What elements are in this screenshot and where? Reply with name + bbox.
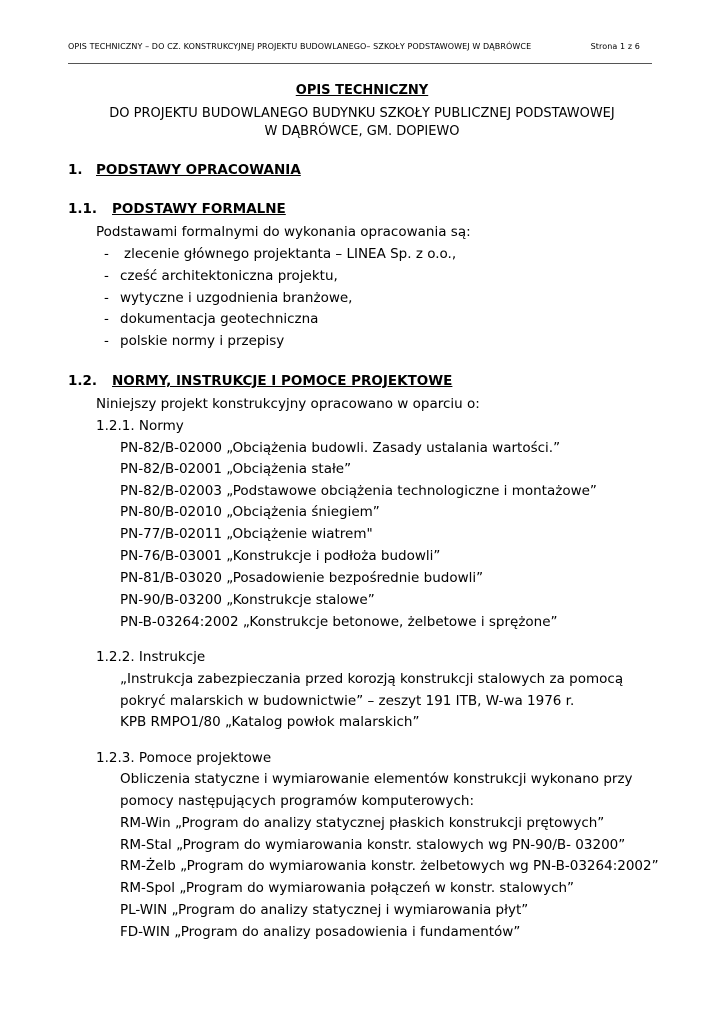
section-1-title: PODSTAWY OPRACOWANIA bbox=[96, 162, 301, 178]
design-aid-item: RM-Win „Program do analizy statycznej płaskich konstrukcji prętowych” bbox=[120, 815, 605, 831]
bullet-dash: - bbox=[104, 290, 109, 306]
norm-item: PN-82/B-02000 „Obciążenia budowli. Zasady ustalania wartości.” bbox=[120, 440, 561, 456]
bullet-dash: - bbox=[104, 246, 109, 262]
instruction-item: pokryć malarskich w budownictwie” – zeszyt 191 ITB, W-wa 1976 r. bbox=[120, 693, 575, 709]
list-item: cześć architektoniczna projektu, bbox=[120, 268, 338, 284]
document-subtitle-line-1: DO PROJEKTU BUDOWLANEGO BUDYNKU SZKOŁY PUBLICZNEJ PODSTAWOWEJ bbox=[109, 106, 615, 121]
norm-item: PN-77/B-02011 „Obciążenie wiatrem" bbox=[120, 526, 373, 542]
page-number: Strona 1 z 6 bbox=[590, 42, 640, 51]
norm-item: PN-82/B-02003 „Podstawowe obciążenia technologiczne i montażowe” bbox=[120, 483, 597, 499]
list-item: zlecenie głównego projektanta – LINEA Sp. z o.o., bbox=[124, 246, 457, 262]
section-1-2-title: NORMY, INSTRUKCJE I POMOCE PROJEKTOWE bbox=[112, 373, 453, 389]
section-1-2-intro: Niniejszy projekt konstrukcyjny opracowano w oparciu o: bbox=[96, 396, 480, 412]
design-aid-item: PL-WIN „Program do analizy statycznej i wymiarowania płyt” bbox=[120, 902, 529, 918]
document-subtitle-line-2: W DĄBRÓWCE, GM. DOPIEWO bbox=[264, 124, 460, 139]
norm-item: PN-90/B-03200 „Konstrukcje stalowe” bbox=[120, 592, 375, 608]
design-aid-item: RM-Spol „Program do wymiarowania połączeń w konstr. stalowych” bbox=[120, 880, 575, 896]
header-title: OPIS TECHNICZNY – DO CZ. KONSTRUKCYJNEJ PROJEKTU BUDOWLANEGO– SZKOŁY PODSTAWOWEJ W DĄBRÓWCE bbox=[68, 42, 532, 51]
section-1-number: 1. bbox=[68, 162, 83, 178]
norm-item: PN-B-03264:2002 „Konstrukcje betonowe, żelbetowe i sprężone” bbox=[120, 614, 558, 630]
norm-item: PN-76/B-03001 „Konstrukcje i podłoża budowli” bbox=[120, 548, 441, 564]
subsection-heading-norms: 1.2.1. Normy bbox=[96, 418, 184, 434]
design-aid-item: RM-Stal „Program do wymiarowania konstr. stalowych wg PN-90/B- 03200” bbox=[120, 837, 626, 853]
section-1-2-number: 1.2. bbox=[68, 373, 98, 389]
norm-item: PN-81/B-03020 „Posadowienie bezpośrednie budowli” bbox=[120, 570, 484, 586]
section-1-1-number: 1.1. bbox=[68, 201, 98, 217]
section-1-1-intro: Podstawami formalnymi do wykonania opracowania są: bbox=[96, 224, 471, 240]
design-aid-item: pomocy następujących programów komputerowych: bbox=[120, 793, 474, 809]
norm-item: PN-80/B-02010 „Obciążenia śniegiem” bbox=[120, 504, 380, 520]
design-aid-item: Obliczenia statyczne i wymiarowanie elementów konstrukcji wykonano przy bbox=[120, 771, 633, 787]
list-item: dokumentacja geotechniczna bbox=[120, 311, 319, 327]
subsection-heading-design-aids: 1.2.3. Pomoce projektowe bbox=[96, 750, 272, 766]
norm-item: PN-82/B-02001 „Obciążenia stałe” bbox=[120, 461, 352, 477]
section-1-1-title: PODSTAWY FORMALNE bbox=[112, 201, 286, 217]
header-divider bbox=[68, 63, 652, 64]
bullet-dash: - bbox=[104, 268, 109, 284]
document-title: OPIS TECHNICZNY bbox=[295, 83, 429, 98]
design-aid-item: RM-Żelb „Program do wymiarowania konstr. żelbetowych wg PN-B-03264:2002” bbox=[120, 858, 659, 874]
list-item: polskie normy i przepisy bbox=[120, 333, 285, 349]
bullet-dash: - bbox=[104, 311, 109, 327]
instruction-item: KPB RMPO1/80 „Katalog powłok malarskich” bbox=[120, 714, 420, 730]
subsection-heading-instructions: 1.2.2. Instrukcje bbox=[96, 649, 206, 665]
design-aid-item: FD-WIN „Program do analizy posadowienia i fundamentów” bbox=[120, 924, 521, 940]
instruction-item: „Instrukcja zabezpieczania przed korozją konstrukcji stalowych za pomocą bbox=[120, 671, 624, 687]
list-item: wytyczne i uzgodnienia branżowe, bbox=[120, 290, 353, 306]
bullet-dash: - bbox=[104, 333, 109, 349]
